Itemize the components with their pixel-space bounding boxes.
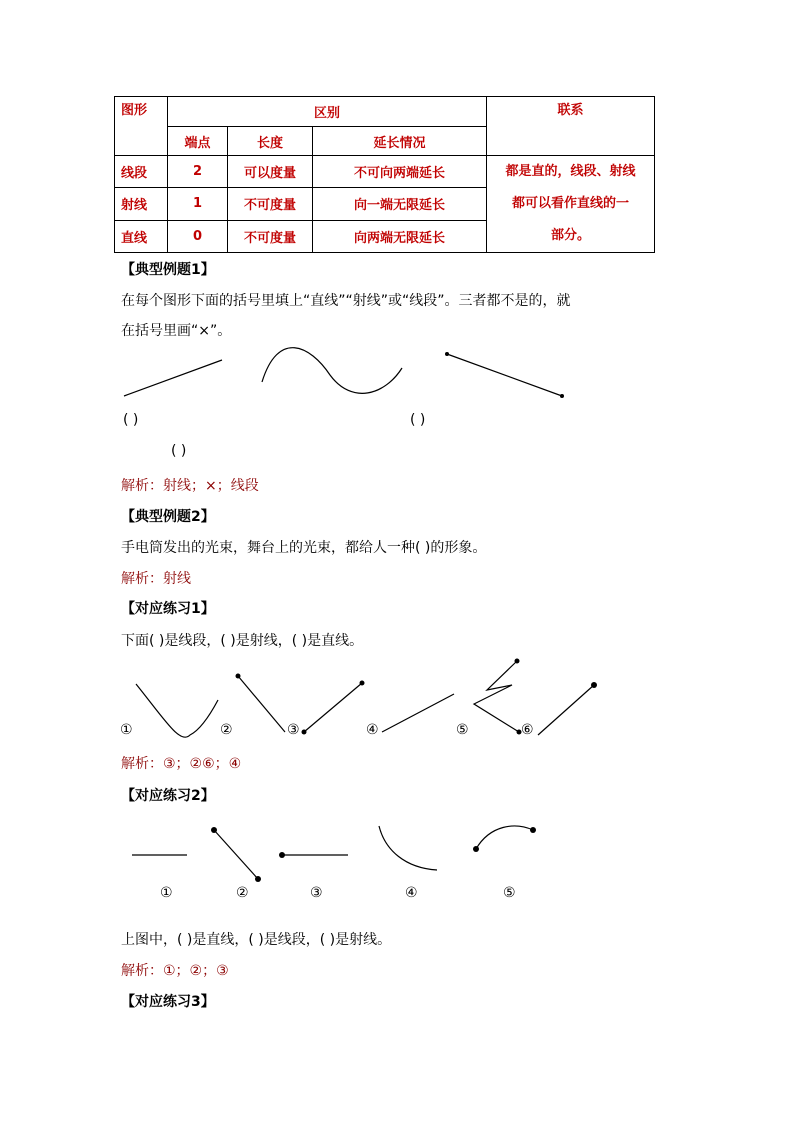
row-extension: 向一端无限延长 [313, 188, 487, 220]
header-difference: 区别 [168, 97, 487, 127]
row-name: 线段 [115, 156, 168, 188]
p2-label: ⑤ [503, 885, 516, 901]
p2-arc-figure [379, 826, 437, 870]
row-length: 不可度量 [228, 188, 313, 220]
row-extension: 向两端无限延长 [313, 220, 487, 252]
p2-segment-figure [214, 830, 258, 879]
p2-arc2-endpoint [473, 846, 479, 852]
p2-segment-endpoint [255, 876, 261, 882]
p1-label: ① [120, 722, 133, 738]
row-endpoints: 2 [168, 156, 228, 188]
row-name: 射线 [115, 188, 168, 220]
p2-arc2-endpoint [530, 827, 536, 833]
ex2-heading: 【典型例题2】 [121, 509, 215, 525]
connection-line-3: 部分。 [550, 228, 590, 243]
p2-ray-endpoint [279, 852, 285, 858]
row-length: 不可度量 [228, 220, 313, 252]
subheader-extension: 延长情况 [313, 127, 487, 156]
ex1-heading: 【典型例题1】 [121, 262, 215, 278]
connection-line-1: 都是直的，线段、射线 [505, 164, 636, 179]
p3-heading: 【对应练习3】 [121, 994, 215, 1010]
subheader-endpoints: 端点 [168, 127, 228, 156]
header-shape: 图形 [115, 97, 168, 156]
header-connection: 联系 [487, 97, 655, 156]
row-length: 可以度量 [228, 156, 313, 188]
ex1-answer: 解析：射线；×；线段 [121, 478, 259, 494]
ex2-question: 手电筒发出的光束，舞台上的光束，都给人一种( )的形象。 [121, 540, 487, 556]
p2-answer: 解析：①；②；③ [121, 963, 229, 979]
ex1-question-line2: 在括号里画“×”。 [121, 323, 232, 339]
p2-label: ③ [310, 885, 323, 901]
p1-label: ⑥ [521, 722, 534, 738]
ex2-answer: 解析：射线 [121, 571, 191, 587]
p2-label: ① [160, 885, 173, 901]
p2-label: ② [236, 885, 249, 901]
p1-label: ⑤ [456, 722, 469, 738]
p2-arc2-figure [476, 826, 533, 849]
row-extension: 不可向两端延长 [313, 156, 487, 188]
ex1-blank-a[interactable]: ( ) [123, 412, 139, 428]
p2-segment-endpoint [211, 827, 217, 833]
p1-answer: 解析：③；②⑥；④ [121, 756, 242, 772]
p1-question: 下面( )是线段，( )是射线，( )是直线。 [121, 633, 364, 649]
row-name: 直线 [115, 220, 168, 252]
subheader-length: 长度 [228, 127, 313, 156]
ex1-blank-c[interactable]: ( ) [410, 412, 426, 428]
p1-heading: 【对应练习1】 [121, 601, 215, 617]
ex1-blank-b[interactable]: ( ) [171, 443, 187, 459]
p2-heading: 【对应练习2】 [121, 788, 215, 804]
row-endpoints: 1 [168, 188, 228, 220]
row-endpoints: 0 [168, 220, 228, 252]
ex1-question-line1: 在每个图形下面的括号里填上“直线”“射线”或“线段”。三者都不是的，就 [121, 293, 571, 309]
p1-label: ② [220, 722, 233, 738]
p1-label: ④ [366, 722, 379, 738]
p2-question: 上图中，( )是直线，( )是线段，( )是射线。 [121, 932, 392, 948]
p2-label: ④ [405, 885, 418, 901]
p1-label: ③ [287, 722, 300, 738]
connection-line-2: 都可以看作直线的一 [511, 196, 629, 211]
